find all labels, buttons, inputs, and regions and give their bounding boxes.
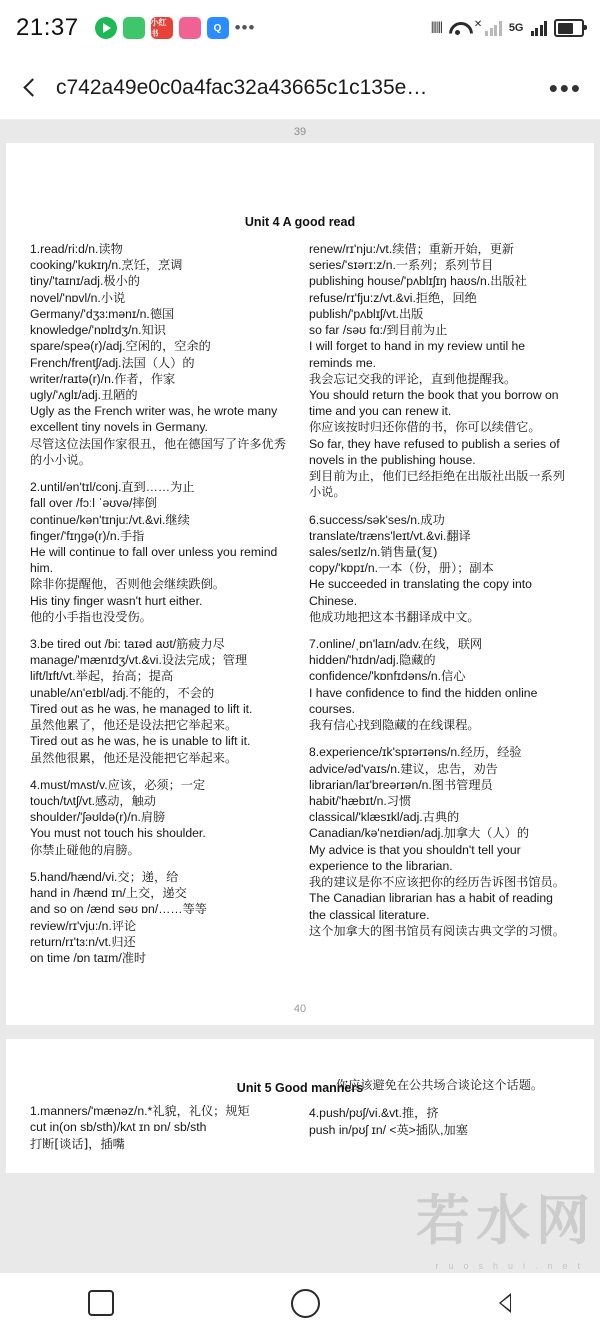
- watermark: 若水网: [416, 1189, 596, 1252]
- entry-line: confidence/'kɒnfɪdəns/n.信心: [309, 669, 466, 684]
- entry-line: and so on /ænd səʊ ɒn/……等等: [30, 902, 207, 917]
- entry-line: 1.manners/'mænəz/n.*礼貌，礼仪；规矩: [30, 1104, 250, 1119]
- entry-line: translate/træns'leɪt/vt.&vi.翻译: [309, 528, 471, 543]
- page-number-label: 40: [293, 1003, 307, 1016]
- status-bar-right: [431, 19, 584, 37]
- right-column: [309, 241, 570, 977]
- entry-line: 我会忘记交我的评论，直到他提醒我。: [309, 371, 517, 386]
- entry-line: writer/raɪtə(r)/n.作者，作家: [30, 371, 176, 386]
- entry-line: librarian/laɪ'breərɪən/n.图书管理员: [309, 777, 493, 792]
- entry-line: You should return the book that you borrow on time and you can renew it.: [309, 387, 559, 419]
- vocab-entry: [30, 479, 291, 625]
- unit-subtitle: 你应该避免在公共场合谈论这个话题。: [335, 1078, 544, 1093]
- entry-line: manage/'mænɪdʒ/vt.&vi.设法完成；管理: [30, 653, 248, 668]
- entry-line: novel/'nɒvl/n.小说: [30, 290, 126, 305]
- back-button[interactable]: [18, 75, 44, 101]
- entry-line: 8.experience/ɪk'spɪərɪəns/n.经历，经验: [309, 745, 522, 760]
- entry-line: copy/'kɒpɪ/n.一本（份，册）；副本: [309, 561, 494, 576]
- entry-line: Tired out as he was, he is unable to lift it.: [30, 734, 251, 749]
- vocab-entry: [30, 777, 291, 858]
- right-column: [309, 1078, 570, 1163]
- network-type-label: 5G: [508, 22, 524, 34]
- vocab-entry: [30, 1103, 291, 1152]
- entry-line: Ugly as the French writer was, he wrote many excellent tiny novels in Germany.: [30, 404, 278, 435]
- entry-line: So far, they have refused to publish a series of novels in the publishing house.: [309, 436, 560, 467]
- entry-line: French/frentʃ/adj.法国（人）的: [30, 355, 195, 370]
- page-indicator-top: 39: [0, 120, 600, 143]
- document-viewer[interactable]: [0, 120, 600, 1273]
- vocab-entry: [309, 1105, 570, 1137]
- entry-line: touch/tʌtʃ/vt.感动，触动: [30, 794, 156, 808]
- system-nav-bar: [0, 1273, 600, 1333]
- entry-line: I will forget to hand in my review until he reminds me.: [309, 339, 526, 370]
- status-bar-left: [16, 14, 431, 42]
- status-clock: 21:37: [16, 14, 79, 41]
- entry-line: cooking/'kʊkɪŋ/n.烹饪，烹调: [30, 258, 183, 273]
- entry-line: 他的小手指也没受伤。: [30, 609, 152, 624]
- wifi-icon: [449, 21, 467, 35]
- entry-line: publishing house/'pʌblɪʃɪŋ haʊs/n.出版社: [309, 274, 527, 289]
- entry-line: 4.push/pʊʃ/vi.&vt.推，挤: [309, 1106, 439, 1121]
- entry-line: His tiny finger wasn't hurt either.: [30, 593, 203, 608]
- entry-line: 虽然他累了，他还是设法把它举起来。: [30, 718, 238, 733]
- square-recents-icon[interactable]: [88, 1290, 114, 1316]
- entry-line: Germany/'dʒɜ:mənɪ/n.德国: [30, 306, 175, 321]
- document-page-40: [0, 1039, 600, 1173]
- entry-line: return/rɪ'tɜ:n/vt.归还: [30, 934, 136, 949]
- more-options-button[interactable]: •••: [548, 72, 582, 103]
- entry-line: 我的建议是你不应该把你的经历告诉图书馆员。: [309, 875, 565, 890]
- entry-line: 打断[谈话]，插嘴: [30, 1136, 125, 1151]
- entry-line: classical/'klæsɪkl/adj.古典的: [309, 810, 460, 825]
- entry-line: habit/'hæbɪt/n.习惯: [309, 794, 412, 808]
- vocab-entry: [309, 636, 570, 733]
- entry-line: 这个加拿大的图书馆员有阅读古典文学的习惯。: [309, 923, 565, 938]
- app-pink-icon: [179, 17, 201, 39]
- entry-line: 我有信心找到隐藏的在线课程。: [309, 718, 480, 733]
- entry-line: sales/seɪlz/n.销售量(复): [309, 544, 438, 559]
- status-bar: [0, 0, 600, 56]
- entry-line: knowledge/'nɒlɪdʒ/n.知识: [30, 323, 166, 338]
- left-column: [30, 1103, 291, 1163]
- left-column: [30, 241, 291, 977]
- unit-title: Unit 4 A good read: [244, 215, 356, 229]
- entry-line: 除非你提醒他，否则他会继续跌倒。: [30, 577, 225, 592]
- entry-line: He succeeded in translating the copy into Chinese.: [309, 577, 532, 608]
- vocab-entry: [30, 241, 291, 468]
- entry-line: 4.must/mʌst/v.应该，必须；一定: [30, 777, 206, 792]
- entry-line: The Canadian librarian has a habit of reading the classical literature.: [309, 891, 553, 922]
- entry-line: cut in(on sb/sth)/kʌt ɪn ɒn/ sb/sth: [30, 1120, 207, 1135]
- entry-line: shoulder/'ʃəʊldə(r)/n.肩膀: [30, 810, 166, 825]
- app-bar: [0, 56, 600, 120]
- page-title: c742a49e0c0a4fac32a43665c1c135e…: [56, 75, 428, 99]
- more-apps-icon: •••: [234, 18, 256, 37]
- entry-line: Tired out as he was, he managed to lift it.: [30, 701, 253, 716]
- entry-line: spare/speə(r)/adj.空闲的，空余的: [30, 339, 211, 354]
- entry-line: 虽然他很累，他还是没能把它举起来。: [30, 750, 238, 765]
- app-green-icon: [123, 17, 145, 39]
- entry-line: continue/kən'tɪnju:/vt.&vi.继续: [30, 512, 190, 527]
- entry-line: He will continue to fall over unless you remind him.: [30, 544, 278, 576]
- page-columns: [18, 241, 582, 987]
- entry-line: hidden/'hɪdn/adj.隐藏的: [309, 653, 436, 668]
- entry-line: advice/əd'vaɪs/n.建议，忠告，劝告: [309, 761, 498, 776]
- watermark-sub: ruoshui.net: [435, 1261, 590, 1271]
- entry-line: 你禁止碰他的肩膀。: [30, 842, 140, 857]
- entry-line: tiny/'taɪnɪ/adj.极小的: [30, 274, 140, 289]
- entry-line: My advice is that you shouldn't tell your experience to the librarian.: [309, 842, 521, 873]
- vocab-entry: [309, 512, 570, 626]
- entry-line: on time /ɒn taɪm/准时: [30, 950, 147, 965]
- page-gap: [0, 1025, 600, 1039]
- entry-line: 3.be tired out /bi: taɪəd aʊt/筋疲力尽: [30, 637, 225, 652]
- entry-line: publish/'pʌblɪʃ/vt.出版: [309, 306, 424, 321]
- entry-line: refuse/rɪ'fju:z/vt.&vi.拒绝，回绝: [309, 290, 477, 305]
- signal-icon: [531, 20, 548, 36]
- vocab-entry: [30, 636, 291, 766]
- vocab-entry: [309, 744, 570, 939]
- entry-line: 他成功地把这本书翻译成中文。: [309, 609, 480, 624]
- battery-icon: [554, 19, 584, 37]
- entry-line: ugly/'ʌglɪ/adj.丑陋的: [30, 387, 138, 402]
- signal-dim-icon: [485, 20, 502, 36]
- entry-line: finger/'fɪŋgə(r)/n.手指: [30, 528, 145, 543]
- entry-line: 2.until/ən'tɪl/conj.直到……为止: [30, 480, 195, 495]
- entry-line: 6.success/sək'ses/n.成功: [309, 512, 445, 527]
- circle-home-icon[interactable]: [291, 1289, 320, 1318]
- vibrate-icon: ⦀⦀: [430, 19, 442, 37]
- entry-line: review/rɪ'vju:/n.评论: [30, 918, 137, 933]
- app-red-icon: 小红书: [151, 17, 173, 39]
- vocab-entry: [30, 869, 291, 966]
- play-icon: [95, 17, 117, 39]
- signal-off-icon: ✕: [473, 18, 483, 30]
- app-blue-icon: Q: [207, 17, 229, 39]
- entry-line: so far /səʊ fɑ:/到目前为止: [309, 323, 448, 338]
- entry-line: 5.hand/hænd/vi.交；递，给: [30, 869, 179, 884]
- entry-line: fall over /fɔːl ˈəʊvə/摔倒: [30, 496, 157, 511]
- entry-line: hand in /hænd ɪn/上交，递交: [30, 886, 187, 901]
- entry-line: series/'sɪərɪ:z/n.一系列；系列节目: [309, 258, 494, 273]
- entry-line: 7.online/ˌɒn'laɪn/adv.在线，联网: [309, 637, 483, 652]
- entry-line: You must not touch his shoulder.: [30, 826, 206, 841]
- entry-line: lift/lɪft/vt.举起，抬高；提高: [30, 669, 174, 684]
- entry-line: 你应该按时归还你借的书，你可以续借它。: [309, 420, 541, 435]
- entry-line: push in/pʊʃ ɪn/ <英>插队,加塞: [309, 1122, 468, 1137]
- entry-line: 尽管这位法国作家很丑，他在德国写了许多优秀的小小说。: [30, 436, 286, 467]
- unit-title: Unit 5 Good manners: [236, 1081, 364, 1096]
- entry-line: 1.read/ri:d/n.读物: [30, 242, 123, 256]
- entry-line: I have confidence to find the hidden online courses.: [309, 685, 538, 716]
- triangle-back-icon[interactable]: [497, 1290, 512, 1316]
- entry-line: renew/rɪ'nju:/vt.续借；重新开始，更新: [309, 242, 515, 256]
- vocab-entry: [309, 241, 570, 501]
- entry-line: Canadian/kə'neɪdiən/adj.加拿大（人）的: [309, 826, 530, 841]
- entry-line: unable/ʌn'eɪbl/adj.不能的，不会的: [30, 685, 215, 700]
- document-page-39: [0, 143, 600, 1025]
- entry-line: 到目前为止，他们已经拒绝在出版社出版一系列小说。: [309, 469, 565, 500]
